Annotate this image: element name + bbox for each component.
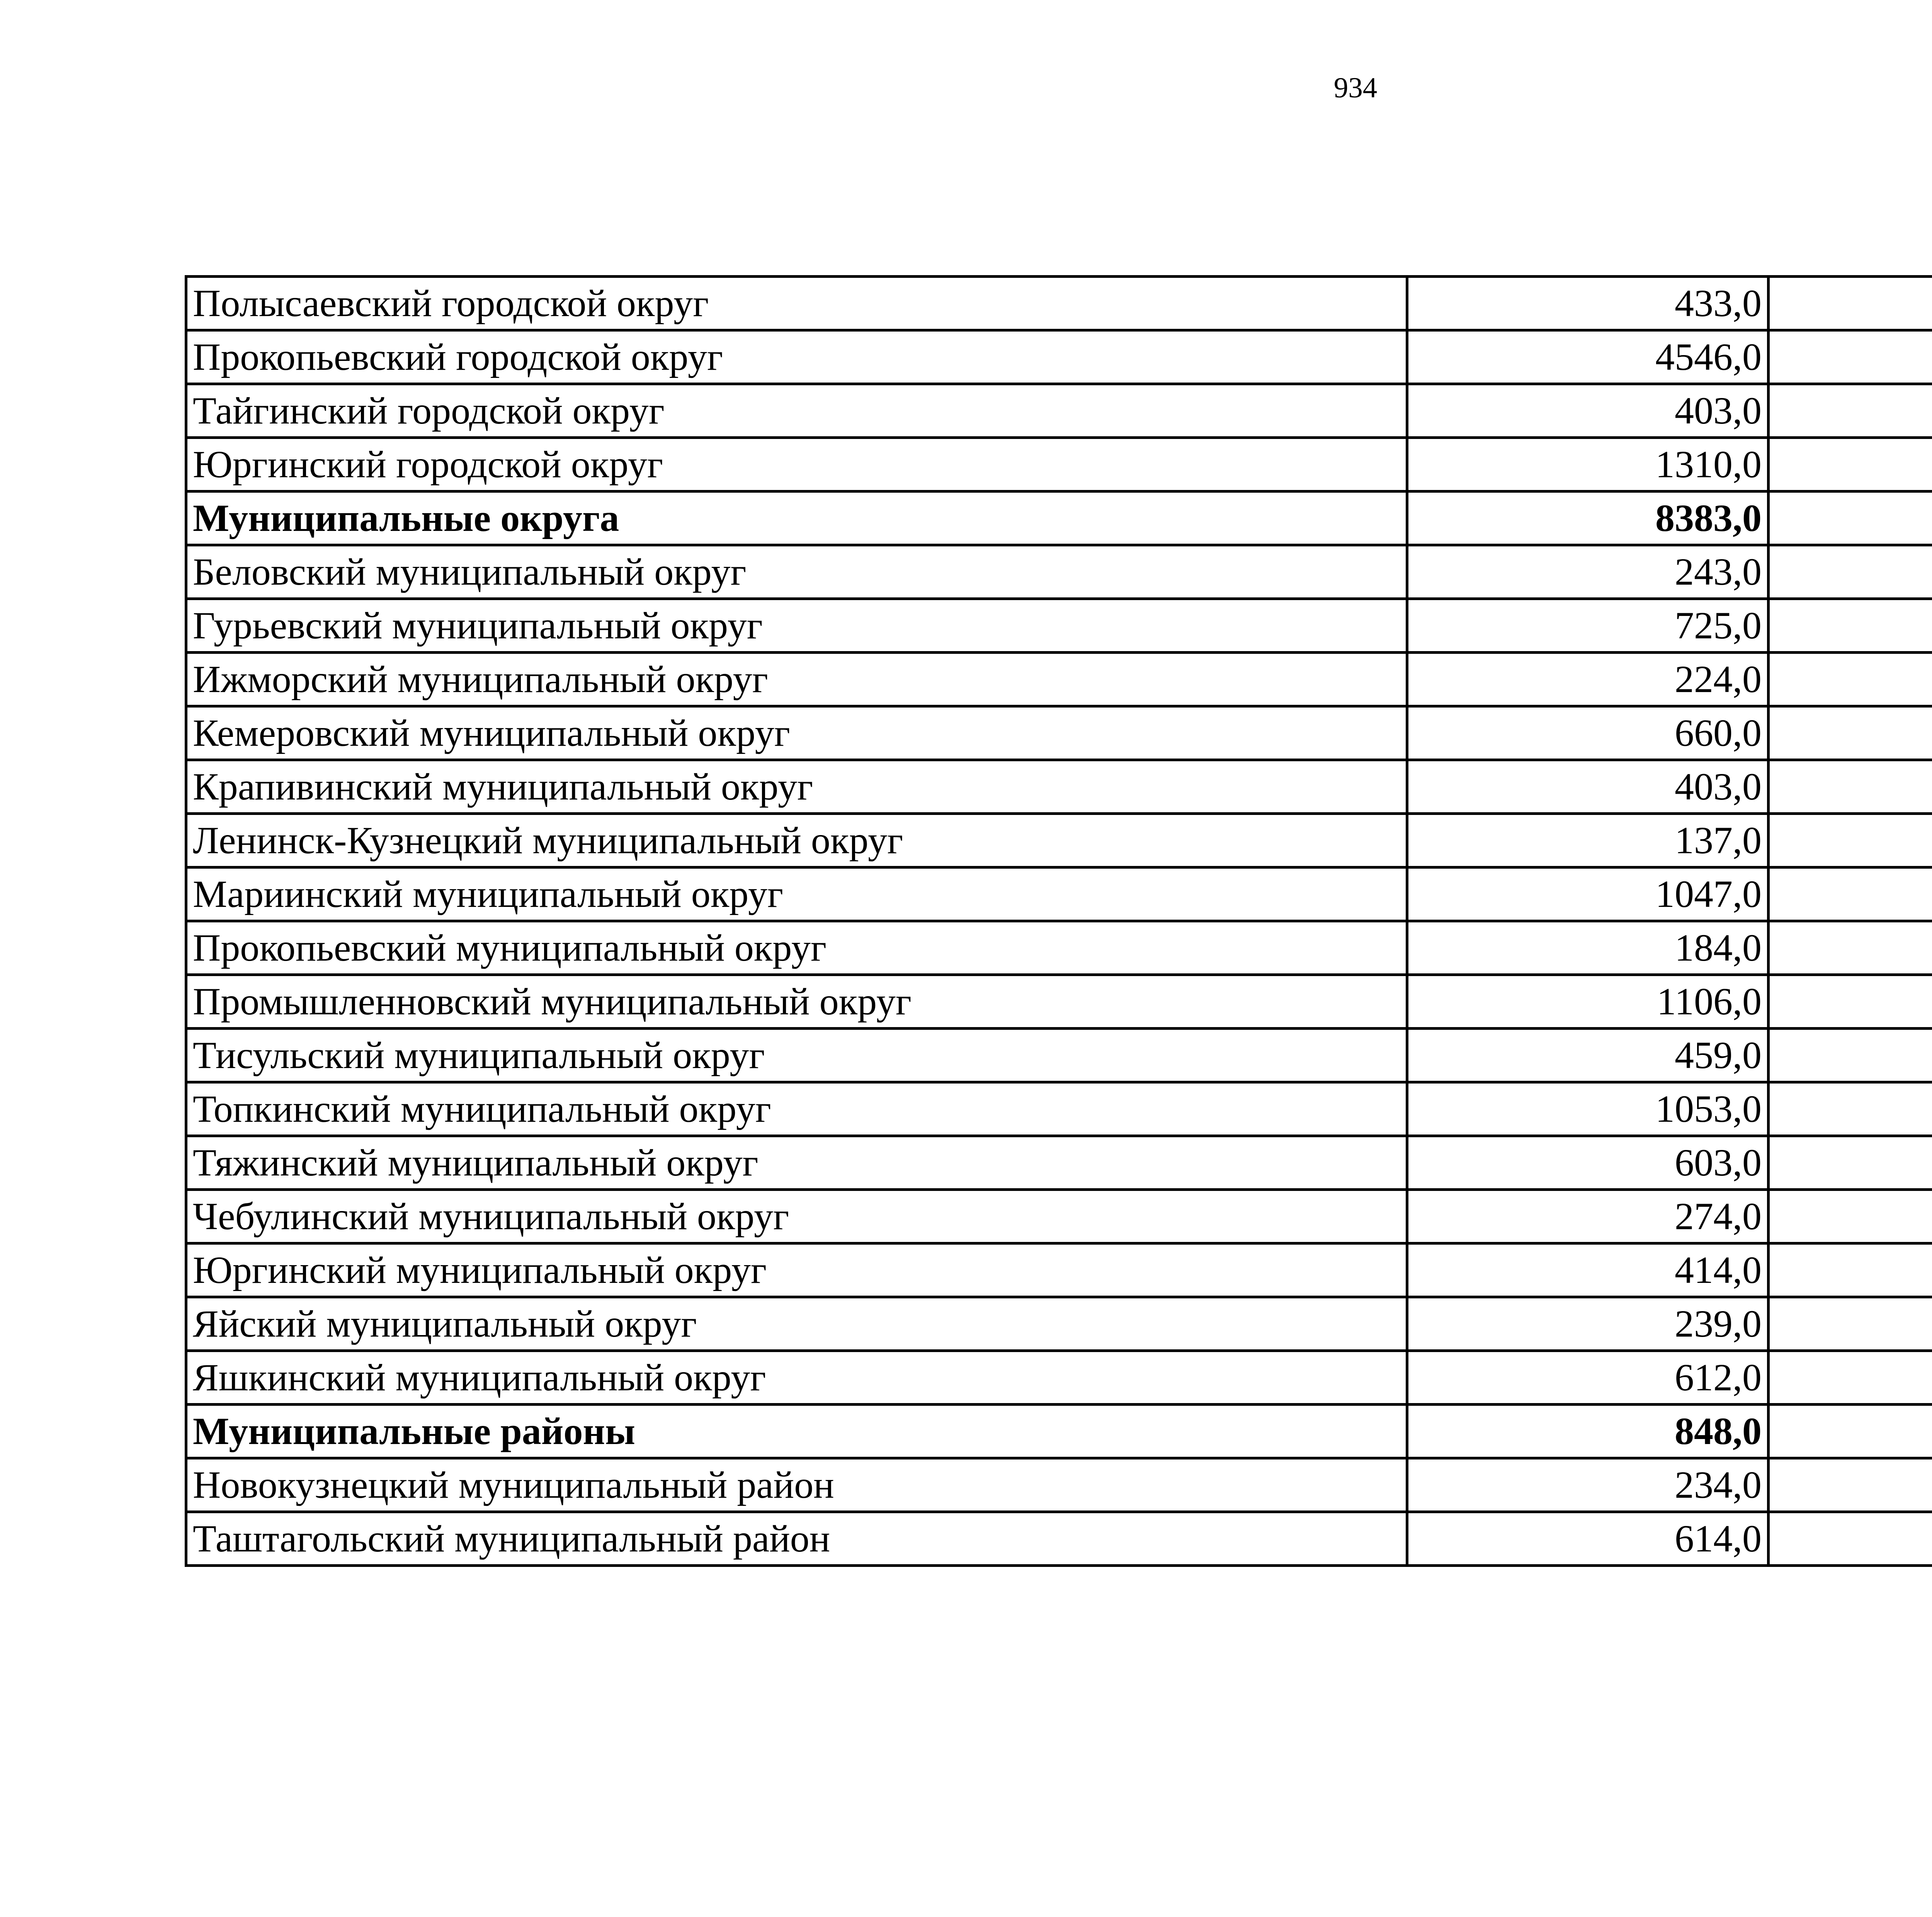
value-cell-1: 614,0 — [1407, 1512, 1769, 1566]
value-cell-1: 403,0 — [1407, 760, 1769, 814]
value-cell-1: 433,0 — [1407, 277, 1769, 330]
table-row — [186, 653, 1932, 706]
value-cell-1: 1310,0 — [1407, 438, 1769, 492]
value-cell-1: 234,0 — [1407, 1458, 1769, 1512]
table-row — [186, 330, 1932, 384]
table-row — [186, 599, 1932, 653]
value-cell-1: 603,0 — [1407, 1136, 1769, 1190]
municipality-name-cell: Топкинский муниципальный округ — [186, 1082, 1407, 1136]
table-row — [186, 814, 1932, 867]
budget-table — [185, 275, 1932, 1567]
value-cell-1: 660,0 — [1407, 706, 1769, 760]
municipality-name-cell: Тисульский муниципальный округ — [186, 1029, 1407, 1082]
table-row — [186, 438, 1932, 492]
municipality-name-cell: Яшкинский муниципальный округ — [186, 1351, 1407, 1405]
municipality-name-cell: Прокопьевский муниципальный округ — [186, 921, 1407, 975]
municipality-name-cell: Юргинский муниципальный округ — [186, 1243, 1407, 1297]
value-cell-2 — [1769, 1029, 1932, 1082]
value-cell-2 — [1769, 545, 1932, 599]
table-row — [186, 1243, 1932, 1297]
table-row — [186, 1190, 1932, 1243]
municipality-name-cell: Мариинский муниципальный округ — [186, 867, 1407, 921]
value-cell-2 — [1769, 277, 1932, 330]
value-cell-2 — [1769, 330, 1932, 384]
value-cell-1: 243,0 — [1407, 545, 1769, 599]
value-cell-1: 1053,0 — [1407, 1082, 1769, 1136]
value-cell-1: 848,0 — [1407, 1405, 1769, 1458]
municipality-name-cell: Тяжинский муниципальный округ — [186, 1136, 1407, 1190]
table-row — [186, 975, 1932, 1029]
municipality-name-cell: Тайгинский городской округ — [186, 384, 1407, 438]
value-cell-1: 725,0 — [1407, 599, 1769, 653]
value-cell-1: 1106,0 — [1407, 975, 1769, 1029]
value-cell-1: 137,0 — [1407, 814, 1769, 867]
municipality-name-cell: Таштагольский муниципальный район — [186, 1512, 1407, 1566]
value-cell-2 — [1769, 1297, 1932, 1351]
table-row — [186, 1351, 1932, 1405]
value-cell-2 — [1769, 975, 1932, 1029]
municipality-name-cell: Яйский муниципальный округ — [186, 1297, 1407, 1351]
table-row — [186, 706, 1932, 760]
value-cell-1: 1047,0 — [1407, 867, 1769, 921]
value-cell-1: 239,0 — [1407, 1297, 1769, 1351]
value-cell-1: 459,0 — [1407, 1029, 1769, 1082]
municipality-name-cell: Прокопьевский городской округ — [186, 330, 1407, 384]
value-cell-1: 8383,0 — [1407, 492, 1769, 545]
table-row — [186, 1029, 1932, 1082]
value-cell-2 — [1769, 492, 1932, 545]
value-cell-2 — [1769, 760, 1932, 814]
subtotal-row — [186, 492, 1932, 545]
value-cell-1: 184,0 — [1407, 921, 1769, 975]
municipality-name-cell: Новокузнецкий муниципальный район — [186, 1458, 1407, 1512]
value-cell-2 — [1769, 653, 1932, 706]
table-row — [186, 1512, 1932, 1566]
value-cell-2 — [1769, 1351, 1932, 1405]
table-row — [186, 867, 1932, 921]
table-row — [186, 1082, 1932, 1136]
value-cell-1: 224,0 — [1407, 653, 1769, 706]
municipality-name-cell: Беловский муниципальный округ — [186, 545, 1407, 599]
value-cell-2 — [1769, 1405, 1932, 1458]
value-cell-1: 403,0 — [1407, 384, 1769, 438]
page-number: 934 — [1333, 72, 1378, 104]
table-row — [186, 545, 1932, 599]
value-cell-2 — [1769, 706, 1932, 760]
municipality-name-cell: Ленинск-Кузнецкий муниципальный округ — [186, 814, 1407, 867]
value-cell-2 — [1769, 921, 1932, 975]
table-row — [186, 1458, 1932, 1512]
municipality-name-cell: Ижморский муниципальный округ — [186, 653, 1407, 706]
value-cell-1: 414,0 — [1407, 1243, 1769, 1297]
value-cell-1: 612,0 — [1407, 1351, 1769, 1405]
value-cell-2 — [1769, 1190, 1932, 1243]
value-cell-2 — [1769, 1136, 1932, 1190]
value-cell-2 — [1769, 599, 1932, 653]
municipality-name-cell: Муниципальные округа — [186, 492, 1407, 545]
value-cell-2 — [1769, 1082, 1932, 1136]
value-cell-1: 274,0 — [1407, 1190, 1769, 1243]
table-row — [186, 760, 1932, 814]
municipality-name-cell: Промышленновский муниципальный округ — [186, 975, 1407, 1029]
table-body — [186, 277, 1932, 1566]
municipality-name-cell: Полысаевский городской округ — [186, 277, 1407, 330]
value-cell-2 — [1769, 867, 1932, 921]
municipality-name-cell: Юргинский городской округ — [186, 438, 1407, 492]
value-cell-2 — [1769, 1512, 1932, 1566]
value-cell-2 — [1769, 814, 1932, 867]
value-cell-2 — [1769, 1458, 1932, 1512]
value-cell-1: 4546,0 — [1407, 330, 1769, 384]
municipality-name-cell: Гурьевский муниципальный округ — [186, 599, 1407, 653]
table-row — [186, 277, 1932, 330]
municipality-name-cell: Крапивинский муниципальный округ — [186, 760, 1407, 814]
value-cell-2 — [1769, 1243, 1932, 1297]
table-row — [186, 384, 1932, 438]
subtotal-row — [186, 1405, 1932, 1458]
municipality-name-cell: Чебулинский муниципальный округ — [186, 1190, 1407, 1243]
table-row — [186, 1136, 1932, 1190]
value-cell-2 — [1769, 384, 1932, 438]
table-row — [186, 1297, 1932, 1351]
table-row — [186, 921, 1932, 975]
municipality-name-cell: Муниципальные районы — [186, 1405, 1407, 1458]
value-cell-2 — [1769, 438, 1932, 492]
municipality-name-cell: Кемеровский муниципальный округ — [186, 706, 1407, 760]
